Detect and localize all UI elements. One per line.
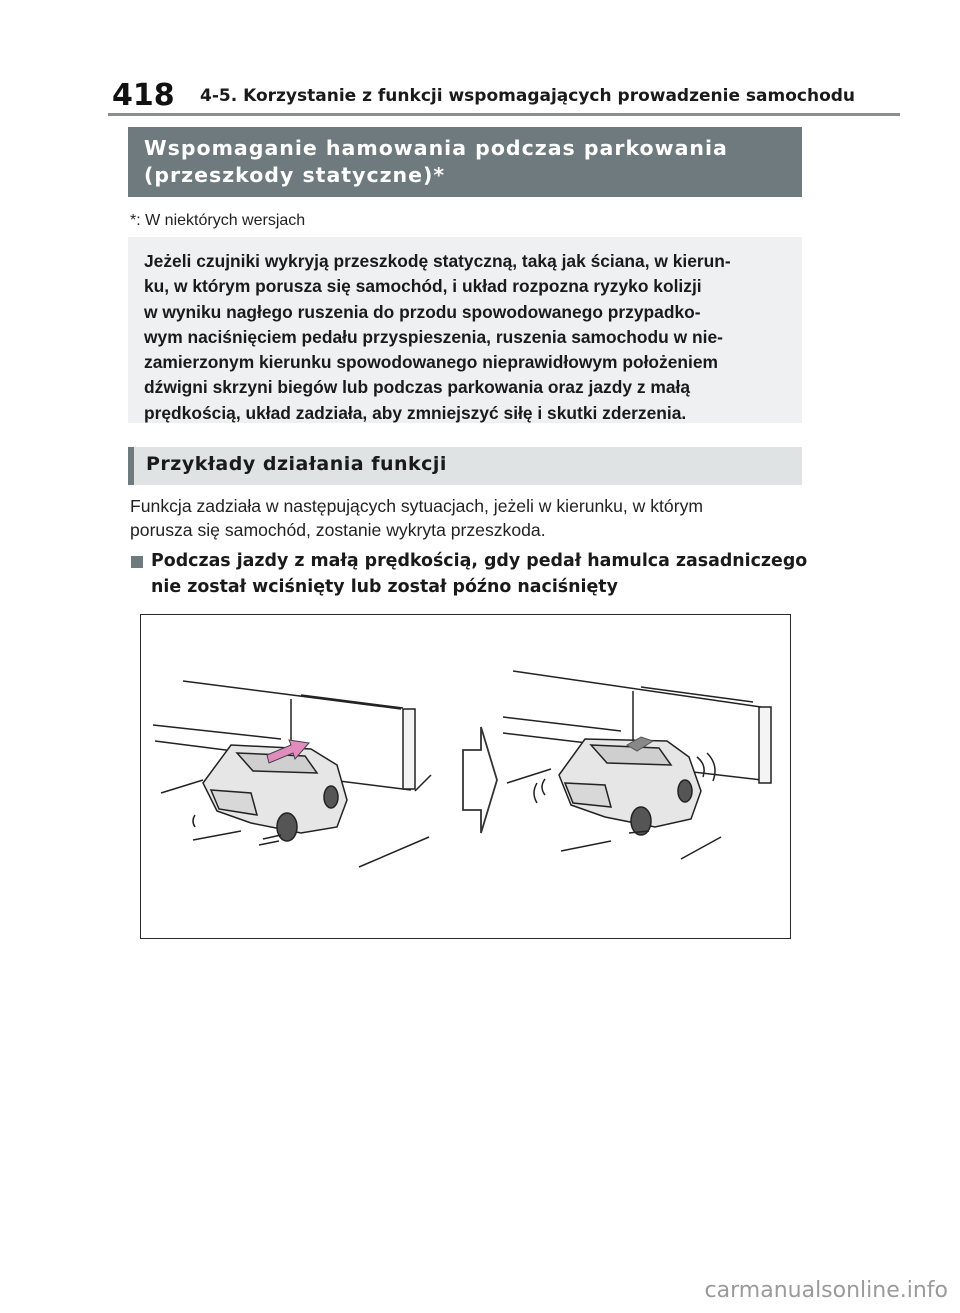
left-parking-line-front xyxy=(193,831,241,840)
left-motion-mark xyxy=(193,815,195,827)
right-parking-line-front xyxy=(561,841,611,851)
transition-arrow-icon xyxy=(463,727,497,833)
right-wall-top-line xyxy=(513,671,761,707)
left-wall-top-line xyxy=(183,681,401,709)
left-wall-second-line xyxy=(301,695,403,708)
left-motion-mark xyxy=(263,835,281,839)
parking-illustration xyxy=(141,615,792,940)
version-note: *: W niektórych wersjach xyxy=(130,212,306,229)
right-parking-line-right xyxy=(681,837,721,859)
intro-paragraph xyxy=(130,494,810,542)
bullet-square-icon xyxy=(131,556,143,568)
intro-line-2: porusza się samochód, zostanie wykryta przeszkoda. xyxy=(130,520,546,540)
info-line: Jeżeli czujniki wykryją przeszkodę statyczną, taką jak ściana, w kierun- xyxy=(144,251,731,271)
info-box xyxy=(128,237,802,423)
right-wall-second-line xyxy=(641,687,753,702)
bullet-line-1: Podczas jazdy z małą prędkością, gdy pedał hamulca zasadniczego xyxy=(151,551,808,571)
info-line: w wyniku nagłego ruszenia do przodu spowodowanego przypadko- xyxy=(144,301,701,322)
info-line: zamierzonym kierunku spowodowanego nieprawidłowym położeniem xyxy=(144,352,718,373)
page-number: 418 xyxy=(112,78,175,113)
right-wall-lower-line xyxy=(503,717,621,731)
info-line: wym naciśnięciem pedału przyspieszenia, ruszenia samochodu w nie- xyxy=(144,326,723,347)
left-motion-mark xyxy=(259,841,279,845)
bullet-line-2: nie został wciśnięty lub został późno naciśnięty xyxy=(151,577,618,597)
left-parking-line-right xyxy=(359,837,429,867)
right-car xyxy=(559,739,701,835)
header-rule xyxy=(108,113,900,116)
left-parking-line-back xyxy=(161,780,203,793)
right-wall-post xyxy=(759,707,771,783)
right-brake-mark xyxy=(542,779,545,795)
right-brake-mark xyxy=(707,753,715,781)
right-brake-mark xyxy=(534,783,537,803)
left-wall-post-right xyxy=(415,775,431,791)
intro-line-1: Funkcja zadziała w następujących sytuacjach, jeżeli w kierunku, w którym xyxy=(130,496,704,516)
section-title-line-1: Wspomaganie hamowania podczas parkowania xyxy=(144,136,728,160)
illustration-figure xyxy=(140,614,791,939)
section-title-bar xyxy=(128,127,802,197)
info-line: prędkością, układ zadziała, aby zmniejszyć siłę i skutki zderzenia. xyxy=(144,402,687,423)
right-brake-mark xyxy=(697,757,704,777)
left-wall-lower-line xyxy=(153,725,281,739)
watermark: carmanualsonline.info xyxy=(704,1278,948,1303)
info-line: ku, w którym porusza się samochód, i układ rozpozna ryzyko kolizji xyxy=(144,276,702,297)
subsection-title-bar: Przykłady działania funkcji xyxy=(128,447,802,485)
section-title-line-2: (przeszkody statyczne)* xyxy=(144,163,446,187)
info-line: dźwigni skrzyni biegów lub podczas parkowania oraz jazdy z małą xyxy=(144,377,690,398)
bullet-heading xyxy=(151,548,821,600)
running-header: 4-5. Korzystanie z funkcji wspomagających prowadzenie samochodu xyxy=(200,86,856,106)
left-wall-post xyxy=(403,709,415,789)
